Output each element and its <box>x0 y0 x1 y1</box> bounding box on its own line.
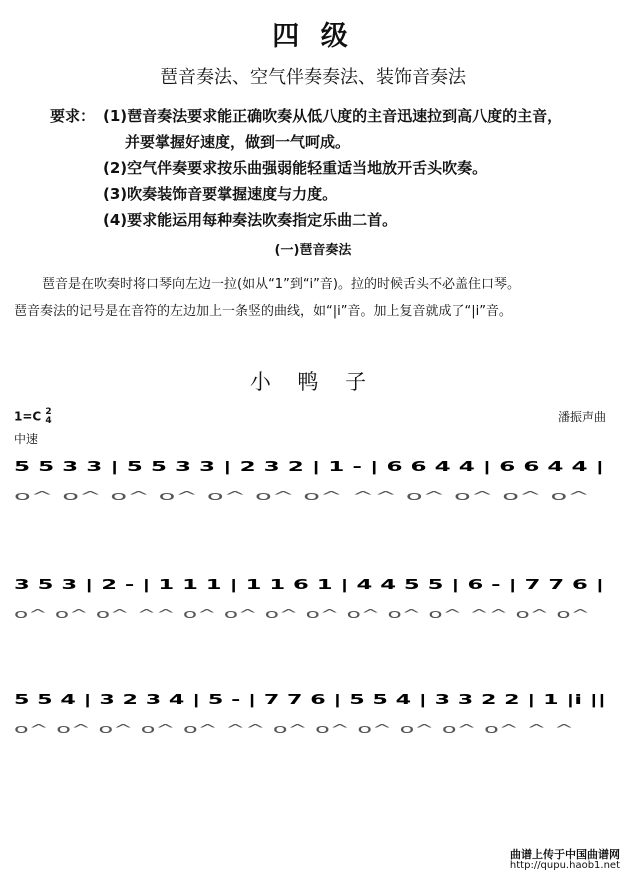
score <box>0 450 626 750</box>
section-title: (一)琶音奏法 <box>274 243 352 258</box>
paragraph-line-2: 琶音奏法的记号是在音符的左边加上一条竖的曲线，如“|i”音。加上复音就成了“|i”音。 <box>14 304 512 319</box>
requirement-4: (4)要求能运用每种奏法吹奏指定乐曲二首。 <box>103 211 398 229</box>
footer-source: 曲谱上传于中国曲谱网 <box>510 848 620 861</box>
score-row-2-breath: o^ o^ o^ ^^ o^ o^ o^ o^ o^ o^ o^ ^^ o^ o^ <box>14 607 590 621</box>
score-row-1-breath: o^ o^ o^ o^ o^ o^ o^ ^^ o^ o^ o^ o^ <box>14 489 590 503</box>
requirement-3: (3)吹奏装饰音要掌握速度与力度。 <box>103 185 338 203</box>
score-row-3-notes: 5 5 4 | 3 2 3 4 | 5 - | 7 7 6 | 5 5 4 | 3 3 2 2 | 1 |i || <box>14 693 606 708</box>
composer: 潘振声曲 <box>557 410 606 424</box>
score-row-3-breath: o^ o^ o^ o^ o^ ^^ o^ o^ o^ o^ o^ o^ ^ ^ <box>14 722 574 736</box>
score-row-2 <box>14 578 604 621</box>
score-row-1-notes: 5 5 3 3 | 5 5 3 3 | 2 3 2 | 1 - | 6 6 4 4 | 6 6 4 4 | <box>14 460 604 475</box>
requirement-2: (2)空气伴奏要求按乐曲强弱能轻重适当地放开舌头吹奏。 <box>103 159 488 177</box>
page-subtitle: 琶音奏法、空气伴奏奏法、装饰音奏法 <box>160 67 466 88</box>
tempo-marking: 中速 <box>14 432 39 446</box>
time-signature: 2 4 <box>45 407 52 426</box>
requirement-1: (1)琶音奏法要求能正确吹奏从低八度的主音迅速拉到高八度的主音， <box>103 107 563 125</box>
footer-url: http://qupu.haob1.net <box>509 860 620 871</box>
score-row-1 <box>14 460 604 503</box>
song-title: 小 鸭 子 <box>249 370 377 394</box>
paragraph-line-1: 琶音是在吹奏时将口琴向左边一拉(如从“1”到“i”音)。拉的时候舌头不必盖住口琴。 <box>42 277 520 292</box>
key-signature: 1=C 2 4 <box>14 407 52 426</box>
requirements-label: 要求： <box>50 107 96 125</box>
requirement-1-cont: 并要掌握好速度，做到一气呵成。 <box>125 133 351 151</box>
score-row-3 <box>14 693 606 736</box>
page-title: 四 级 <box>272 21 354 52</box>
score-row-2-notes: 3 5 3 | 2 - | 1 1 1 | 1 1 6 1 | 4 4 5 5 | 6 - | 7 7 6 | <box>14 578 604 593</box>
